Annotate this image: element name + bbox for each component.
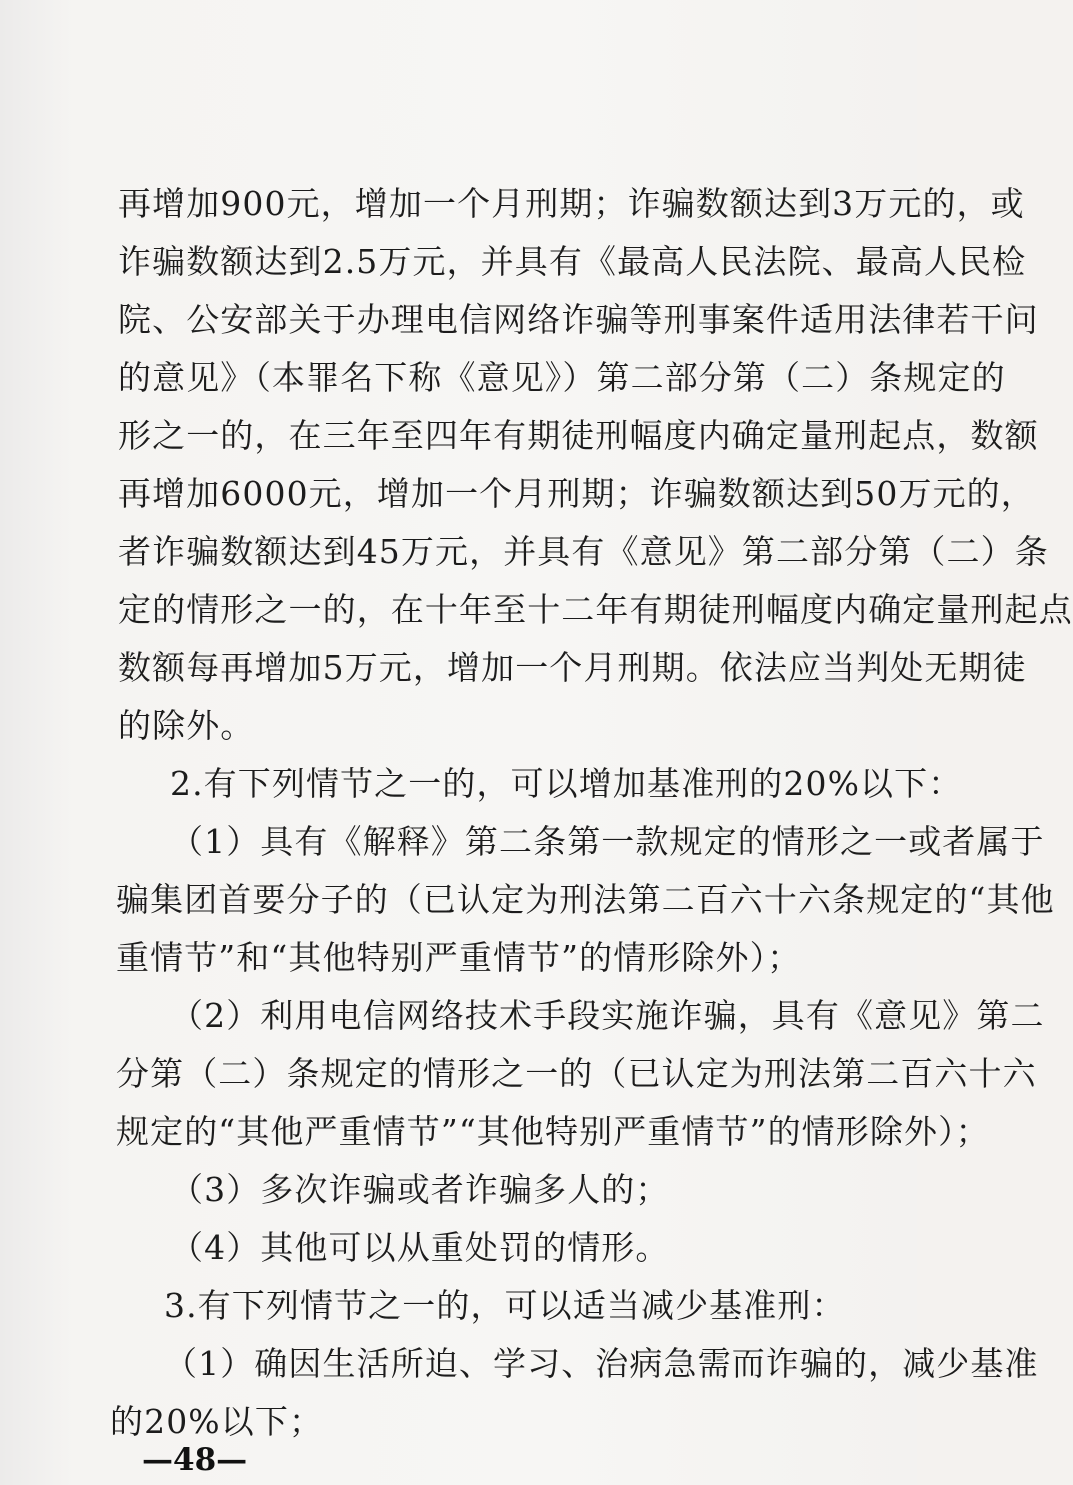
text-line: 诈骗数额达到2.5万元，并具有《最高人民法院、最高人民检 — [118, 242, 1027, 281]
text-line: 重情节”和“其他特别严重情节”的情形除外）； — [116, 938, 802, 977]
text-line: 再增加6000元，增加一个月刑期；诈骗数额达到50万元的， — [118, 474, 1035, 513]
text-line: 定的情形之一的，在十年至十二年有期徒刑幅度内确定量刑起点 — [118, 590, 1073, 629]
text-line: 再增加900元，增加一个月刑期；诈骗数额达到3万元的，或 — [118, 184, 1025, 223]
text-line: （2）利用电信网络技术手段实施诈骗，具有《意见》第二 — [170, 996, 1045, 1035]
text-line: （1）具有《解释》第二条第一款规定的情形之一或者属于 — [170, 822, 1045, 861]
text-line: 院、公安部关于办理电信网络诈骗等刑事案件适用法律若干问 — [118, 300, 1039, 339]
text-line: （3）多次诈骗或者诈骗多人的； — [170, 1170, 670, 1209]
text-line: 规定的“其他严重情节”“其他特别严重情节”的情形除外）； — [116, 1112, 990, 1151]
page-number: —48— — [142, 1442, 248, 1478]
text-line: 3.有下列情节之一的，可以适当减少基准刑： — [164, 1286, 846, 1325]
text-line: 者诈骗数额达到45万元，并具有《意见》第二部分第（二）条 — [118, 532, 1049, 571]
text-line: 2.有下列情节之一的，可以增加基准刑的20%以下： — [170, 764, 963, 803]
text-line: （1）确因生活所迫、学习、治病急需而诈骗的，减少基准 — [164, 1344, 1039, 1383]
text-line: 的20%以下； — [110, 1402, 324, 1441]
text-line: 分第（二）条规定的情形之一的（已认定为刑法第二百六十六 — [116, 1054, 1037, 1093]
text-line: 形之一的，在三年至四年有期徒刑幅度内确定量刑起点，数额 — [118, 416, 1039, 455]
text-line: 数额每再增加5万元，增加一个月刑期。依法应当判处无期徒 — [118, 648, 1027, 687]
text-line: （4）其他可以从重处罚的情形。 — [170, 1228, 670, 1267]
text-line: 的除外。 — [118, 706, 255, 745]
text-line: 的意见》（本罪名下称《意见》）第二部分第（二）条规定的 — [118, 358, 1006, 397]
text-line: 骗集团首要分子的（已认定为刑法第二百六十六条规定的“其他 — [116, 880, 1055, 919]
body-text — [0, 176, 1073, 1441]
